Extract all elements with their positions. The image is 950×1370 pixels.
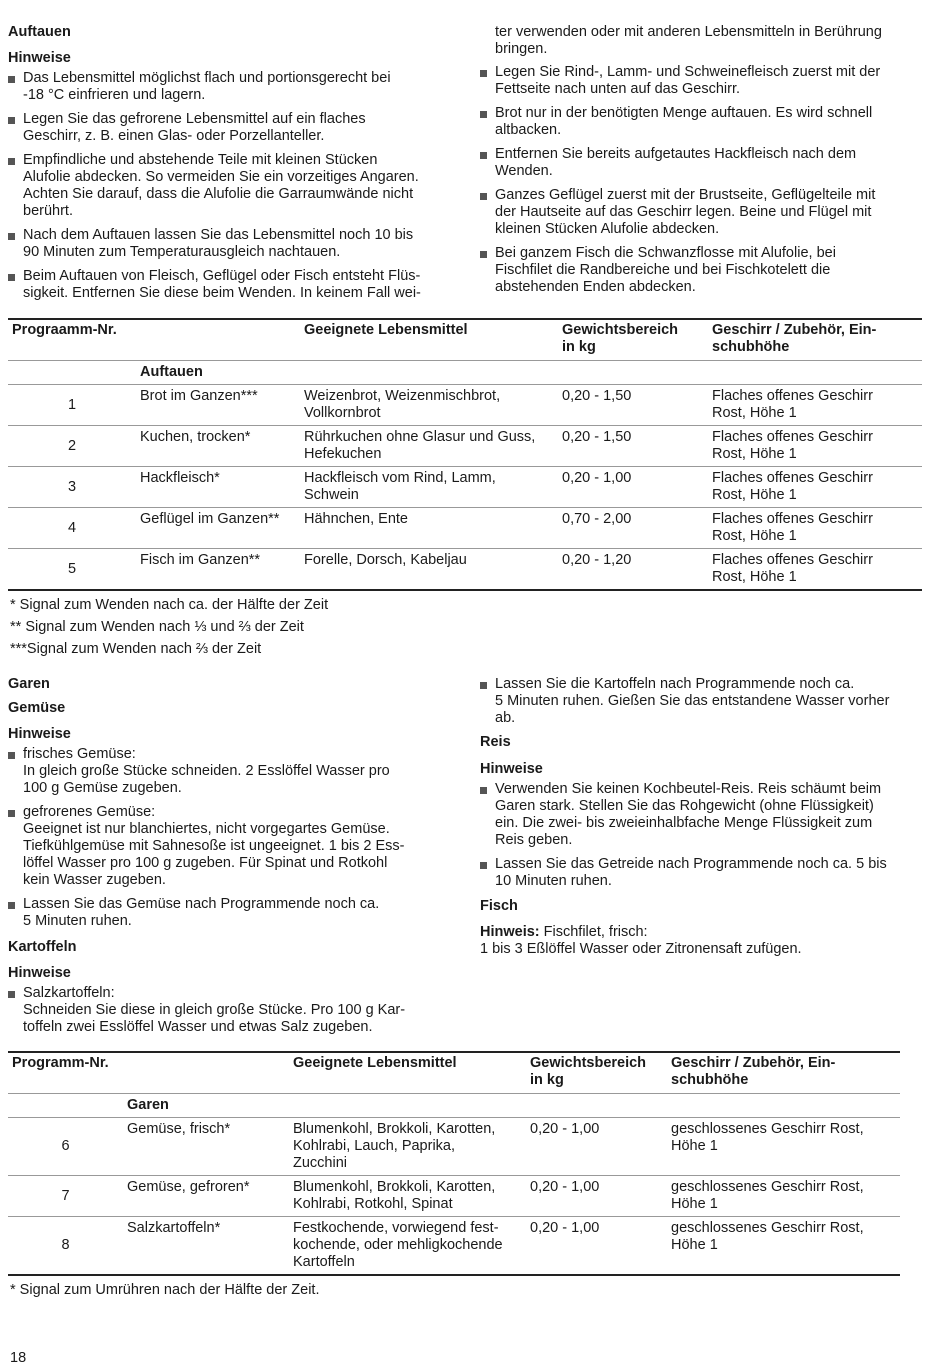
list-item-line: 5 Minuten ruhen.: [23, 913, 132, 929]
cell-line: Kartoffeln: [293, 1254, 355, 1270]
cell-line: Brot im Ganzen***: [140, 388, 258, 404]
list-item-line: Salzkartoffeln:: [23, 985, 115, 1001]
program-nr-cell: [8, 1118, 123, 1176]
food-cell: [300, 549, 558, 591]
list-item-line: Brot nur in der benötigten Menge auftauen. Es wird schnell: [495, 105, 873, 121]
cell-line: Blumenkohl, Brokkoli, Karotten,: [293, 1121, 496, 1137]
auftauen-hinweise-list-continued: [480, 64, 930, 296]
col-header-dish: [667, 1052, 900, 1094]
list-item: [480, 676, 930, 727]
col-header-weight: [558, 319, 708, 361]
list-item: [8, 227, 458, 261]
list-item: [8, 152, 458, 220]
list-item-line: ein. Die zwei- bis zweieinhalbfache Menge Flüssigkeit zum: [495, 815, 873, 831]
program-nr-cell: [8, 1176, 123, 1217]
cell-line: Schwein: [304, 487, 359, 503]
cell-line: Blumenkohl, Brokkoli, Karotten,: [293, 1179, 496, 1195]
header-line: Geeignete Lebensmittel: [304, 322, 468, 338]
table-row: [8, 508, 922, 549]
list-item: [8, 70, 458, 104]
cell-line: Gemüse, frisch*: [127, 1121, 231, 1137]
dish-cell: [667, 1176, 900, 1217]
table-header-row: [8, 1052, 900, 1094]
dish-cell: [708, 508, 922, 549]
continued-line: bringen.: [495, 41, 548, 57]
dish-cell: [708, 549, 922, 591]
cell-line: 8: [61, 1237, 70, 1253]
cell-line: 2: [67, 437, 77, 454]
table-header-row: [8, 319, 922, 361]
list-item-line: Garen stark. Stellen Sie das Rohgewicht (ohne Flüssigkeit): [495, 798, 874, 814]
list-item-line: Das Lebensmittel möglichst flach und portionsgerecht bei: [23, 70, 391, 86]
cell-line: 0,20 - 1,20: [562, 552, 632, 568]
header-line: Gewichtsbereich: [562, 322, 679, 338]
cell-line: Zucchini: [293, 1155, 347, 1171]
dish-cell: [667, 1118, 900, 1176]
table-section-row: [8, 361, 922, 385]
table-cell: [8, 361, 136, 385]
food-cell: [289, 1118, 526, 1176]
cell-line: 5: [67, 560, 77, 577]
table-row: [8, 1176, 900, 1217]
header-line: Geschirr / Zubehör, Ein-: [671, 1055, 836, 1071]
list-item: [480, 245, 930, 296]
kartoffeln-heading: Kartoffeln: [8, 939, 77, 955]
table-section-label: Auftauen: [136, 361, 922, 385]
list-item-line: sigkeit. Entfernen Sie diese beim Wenden. In keinem Fall wei-: [23, 285, 421, 301]
list-item-line: 10 Minuten ruhen.: [495, 873, 612, 889]
cell-line: 7: [61, 1187, 70, 1204]
cell-line: Rost, Höhe 1: [712, 569, 797, 585]
weight-cell: [558, 508, 708, 549]
col-header-blank: [123, 1052, 289, 1094]
header-line: Geschirr / Zubehör, Ein-: [712, 322, 877, 338]
list-item-line: Geeignet ist nur blanchiertes, nicht vorgegartes Gemüse.: [23, 821, 390, 837]
list-item: [480, 856, 930, 890]
cell-line: geschlossenes Geschirr Rost,: [671, 1220, 864, 1236]
footnote-line: ***Signal zum Wenden nach ⅔ der Zeit: [10, 641, 262, 657]
kartoffeln-hinweise-list-continued: [480, 676, 930, 727]
garen-right-column: [480, 676, 930, 958]
cell-line: Vollkornbrot: [304, 405, 381, 421]
fisch-hinweis: [480, 924, 930, 958]
list-item-line: -18 °C einfrieren und lagern.: [23, 87, 206, 103]
list-item-line: Tiefkühlgemüse mit Sahnesoße ist ungeeignet. 1 bis 2 Ess-: [23, 838, 405, 854]
table-row: [8, 385, 922, 426]
program-nr-cell: [8, 385, 136, 426]
cell-line: 4: [67, 519, 77, 536]
weight-cell: [558, 426, 708, 467]
list-item-line: 5 Minuten ruhen. Gießen Sie das entstandene Wasser vorher: [495, 693, 890, 709]
list-item-line: Achten Sie darauf, dass die Alufolie die Garraumwände nicht: [23, 186, 414, 202]
list-item-line: Verwenden Sie keinen Kochbeutel-Reis. Reis schäumt beim: [495, 781, 882, 797]
garen-left-column: [8, 676, 458, 1043]
cell-line: Höhe 1: [671, 1138, 718, 1154]
cell-line: Fisch im Ganzen**: [140, 552, 261, 568]
list-item-line: Bei ganzem Fisch die Schwanzflosse mit Alufolie, bei: [495, 245, 836, 261]
cell-line: Hackfleisch vom Rind, Lamm,: [304, 470, 496, 486]
cell-line: 0,20 - 1,00: [562, 470, 632, 486]
table-row: [8, 549, 922, 591]
header-line: Gewichtsbereich: [530, 1055, 647, 1071]
list-item-line: Alufolie abdecken. So vermeiden Sie ein vorzeitiges Angaren.: [23, 169, 419, 185]
fisch-hinweis-line2: 1 bis 3 Eßlöffel Wasser oder Zitronensaft zufügen.: [480, 941, 802, 957]
dish-cell: [708, 467, 922, 508]
cell-line: Salzkartoffeln*: [127, 1220, 221, 1236]
cell-line: Rost, Höhe 1: [712, 405, 797, 421]
list-item-line: Geschirr, z. B. einen Glas- oder Porzellanteller.: [23, 128, 325, 144]
list-item-line: Ganzes Geflügel zuerst mit der Brustseite, Geflügelteile mit: [495, 187, 876, 203]
fisch-hinweis-label: Hinweis:: [480, 924, 540, 940]
list-item-line: abstehenden Enden abdecken.: [495, 279, 696, 295]
list-item-line: Fischfilet die Randbereiche und bei Fischkotelett die: [495, 262, 831, 278]
continued-bullet-text: [480, 24, 930, 58]
list-item-line: Fettseite nach unten auf das Geschirr.: [495, 81, 741, 97]
cell-line: 0,20 - 1,50: [562, 429, 632, 445]
list-item: [480, 781, 930, 849]
list-item-line: frisches Gemüse:: [23, 746, 136, 762]
hinweise-heading: Hinweise: [8, 965, 71, 981]
cell-line: 0,20 - 1,00: [530, 1220, 600, 1236]
cell-line: Hackfleisch*: [140, 470, 220, 486]
auftauen-program-table: [8, 318, 922, 591]
cell-line: geschlossenes Geschirr Rost,: [671, 1121, 864, 1137]
program-name-cell: [123, 1176, 289, 1217]
list-item-line: Reis geben.: [495, 832, 573, 848]
list-item: [480, 187, 930, 238]
cell-line: 1: [67, 396, 77, 413]
cell-line: Kohlrabi, Rotkohl, Spinat: [293, 1196, 453, 1212]
cell-line: 6: [61, 1138, 70, 1154]
list-item-line: ab.: [495, 710, 516, 726]
cell-line: 0,70 - 2,00: [562, 511, 632, 527]
dish-cell: [667, 1217, 900, 1276]
program-name-cell: [136, 385, 300, 426]
list-item-line: Empfindliche und abstehende Teile mit kleinen Stücken: [23, 152, 378, 168]
header-line: in kg: [562, 339, 596, 355]
list-item-line: Lassen Sie das Getreide nach Programmende noch ca. 5 bis: [495, 856, 887, 872]
garen-title: Garen: [8, 676, 50, 692]
gemuese-hinweise-list: [8, 746, 458, 930]
gemuese-heading: Gemüse: [8, 700, 66, 716]
header-line: schubhöhe: [671, 1072, 749, 1088]
header-line: schubhöhe: [712, 339, 790, 355]
cell-line: Gemüse, gefroren*: [127, 1179, 250, 1195]
fisch-hinweis-text: Fischfilet, frisch:: [539, 924, 648, 940]
program-name-cell: [136, 467, 300, 508]
col-header-foods: [289, 1052, 526, 1094]
list-item: [480, 105, 930, 139]
cell-line: kochende, oder mehligkochende: [293, 1237, 503, 1253]
list-item-line: Schneiden Sie diese in gleich große Stücke. Pro 100 g Kar-: [23, 1002, 406, 1018]
list-item-line: kleinen Stücken Alufolie abdecken.: [495, 221, 720, 237]
reis-hinweise-list: [480, 781, 930, 890]
footnote-line: * Signal zum Wenden nach ca. der Hälfte der Zeit: [10, 597, 329, 613]
auftauen-hinweise-list: [8, 70, 458, 302]
col-header-dish: [708, 319, 922, 361]
cell-line: Flaches offenes Geschirr: [712, 388, 873, 404]
continued-line: ter verwenden oder mit anderen Lebensmitteln in Berührung: [495, 24, 882, 40]
table-row: [8, 467, 922, 508]
cell-line: Kuchen, trocken*: [140, 429, 251, 445]
food-cell: [289, 1217, 526, 1276]
cell-line: 3: [67, 478, 77, 495]
list-item-line: Legen Sie das gefrorene Lebensmittel auf ein flaches: [23, 111, 366, 127]
cell-line: Rost, Höhe 1: [712, 487, 797, 503]
table-section-row: [8, 1094, 900, 1118]
weight-cell: [558, 467, 708, 508]
cell-line: Festkochende, vorwiegend fest-: [293, 1220, 499, 1236]
cell-line: Flaches offenes Geschirr: [712, 429, 873, 445]
program-nr-cell: [8, 426, 136, 467]
program-nr-cell: [8, 467, 136, 508]
cell-line: 0,20 - 1,00: [530, 1179, 600, 1195]
header-line: Programm-Nr.: [12, 1055, 109, 1071]
program-nr-cell: [8, 1217, 123, 1276]
col-header-program-nr: [8, 1052, 123, 1094]
table1-footnotes: [10, 594, 328, 660]
dish-cell: [708, 385, 922, 426]
list-item-line: Entfernen Sie bereits aufgetautes Hackfleisch nach dem: [495, 146, 857, 162]
list-item-line: Beim Auftauen von Fleisch, Geflügel oder Fisch entsteht Flüs-: [23, 268, 421, 284]
list-item: [8, 111, 458, 145]
program-name-cell: [136, 508, 300, 549]
list-item-line: der Hautseite auf das Geschirr legen. Beine und Flügel mit: [495, 204, 872, 220]
list-item-line: 90 Minuten zum Temperaturausgleich nachtauen.: [23, 244, 341, 260]
cell-line: Flaches offenes Geschirr: [712, 470, 873, 486]
table-cell: [8, 1094, 123, 1118]
list-item: [8, 268, 458, 302]
cell-line: Forelle, Dorsch, Kabeljau: [304, 552, 467, 568]
weight-cell: [526, 1217, 667, 1276]
garen-program-table: [8, 1051, 900, 1276]
cell-line: Rost, Höhe 1: [712, 446, 797, 462]
table-row: [8, 1118, 900, 1176]
cell-line: 0,20 - 1,00: [530, 1121, 600, 1137]
auftauen-title: Auftauen: [8, 24, 71, 40]
cell-line: Kohlrabi, Lauch, Paprika,: [293, 1138, 456, 1154]
table-section-label: Garen: [123, 1094, 900, 1118]
list-item-line: Wenden.: [495, 163, 553, 179]
list-item-line: Lassen Sie die Kartoffeln nach Programmende noch ca.: [495, 676, 855, 692]
col-header-blank: [136, 319, 300, 361]
cell-line: Rost, Höhe 1: [712, 528, 797, 544]
cell-line: Flaches offenes Geschirr: [712, 552, 873, 568]
food-cell: [300, 467, 558, 508]
food-cell: [300, 508, 558, 549]
weight-cell: [526, 1176, 667, 1217]
dish-cell: [708, 426, 922, 467]
hinweise-heading: Hinweise: [8, 726, 71, 742]
program-name-cell: [136, 549, 300, 591]
cell-line: geschlossenes Geschirr Rost,: [671, 1179, 864, 1195]
col-header-foods: [300, 319, 558, 361]
cell-line: Höhe 1: [671, 1196, 718, 1212]
cell-line: Höhe 1: [671, 1237, 718, 1253]
list-item: [8, 985, 458, 1036]
list-item-line: gefrorenes Gemüse:: [23, 804, 156, 820]
hinweise-heading: Hinweise: [8, 50, 71, 66]
weight-cell: [558, 385, 708, 426]
list-item-line: Lassen Sie das Gemüse nach Programmende noch ca.: [23, 896, 380, 912]
weight-cell: [558, 549, 708, 591]
footnote-line: ** Signal zum Wenden nach ⅓ und ⅔ der Zeit: [10, 619, 304, 635]
auftauen-right-column: [480, 24, 930, 303]
list-item-line: Legen Sie Rind-, Lamm- und Schweinefleisch zuerst mit der: [495, 64, 881, 80]
table2-footnote: * Signal zum Umrühren nach der Hälfte der Zeit.: [10, 1282, 320, 1298]
cell-line: Hähnchen, Ente: [304, 511, 408, 527]
list-item-line: In gleich große Stücke schneiden. 2 Esslöffel Wasser pro: [23, 763, 390, 779]
list-item: [480, 146, 930, 180]
cell-line: Hefekuchen: [304, 446, 382, 462]
list-item-line: berührt.: [23, 203, 73, 219]
list-item-line: altbacken.: [495, 122, 562, 138]
food-cell: [300, 385, 558, 426]
kartoffeln-hinweise-list: [8, 985, 458, 1036]
program-name-cell: [123, 1217, 289, 1276]
food-cell: [300, 426, 558, 467]
list-item-line: 100 g Gemüse zugeben.: [23, 780, 182, 796]
reis-heading: Reis: [480, 734, 511, 750]
list-item-line: kein Wasser zugeben.: [23, 872, 166, 888]
list-item: [8, 896, 458, 930]
program-nr-cell: [8, 508, 136, 549]
hinweise-heading: Hinweise: [480, 761, 543, 777]
list-item: [8, 746, 458, 797]
page-number: 18: [10, 1350, 27, 1366]
auftauen-left-column: [8, 24, 458, 309]
list-item-line: toffeln zwei Esslöffel Wasser und etwas Salz zugeben.: [23, 1019, 373, 1035]
program-nr-cell: [8, 549, 136, 591]
fisch-heading: Fisch: [480, 898, 518, 914]
program-name-cell: [136, 426, 300, 467]
header-line: Prograamm-Nr.: [12, 322, 117, 338]
header-line: in kg: [530, 1072, 564, 1088]
cell-line: Flaches offenes Geschirr: [712, 511, 873, 527]
list-item: [480, 64, 930, 98]
cell-line: Weizenbrot, Weizenmischbrot,: [304, 388, 501, 404]
list-item: [8, 804, 458, 889]
cell-line: Geflügel im Ganzen**: [140, 511, 280, 527]
program-name-cell: [123, 1118, 289, 1176]
col-header-program-nr: [8, 319, 136, 361]
food-cell: [289, 1176, 526, 1217]
cell-line: 0,20 - 1,50: [562, 388, 632, 404]
weight-cell: [526, 1118, 667, 1176]
list-item-line: löffel Wasser pro 100 g zugeben. Für Spinat und Rotkohl: [23, 855, 388, 871]
table-row: [8, 426, 922, 467]
header-line: Geeignete Lebensmittel: [293, 1055, 457, 1071]
list-item-line: Nach dem Auftauen lassen Sie das Lebensmittel noch 10 bis: [23, 227, 414, 243]
cell-line: Rührkuchen ohne Glasur und Guss,: [304, 429, 536, 445]
col-header-weight: [526, 1052, 667, 1094]
table-row: [8, 1217, 900, 1276]
